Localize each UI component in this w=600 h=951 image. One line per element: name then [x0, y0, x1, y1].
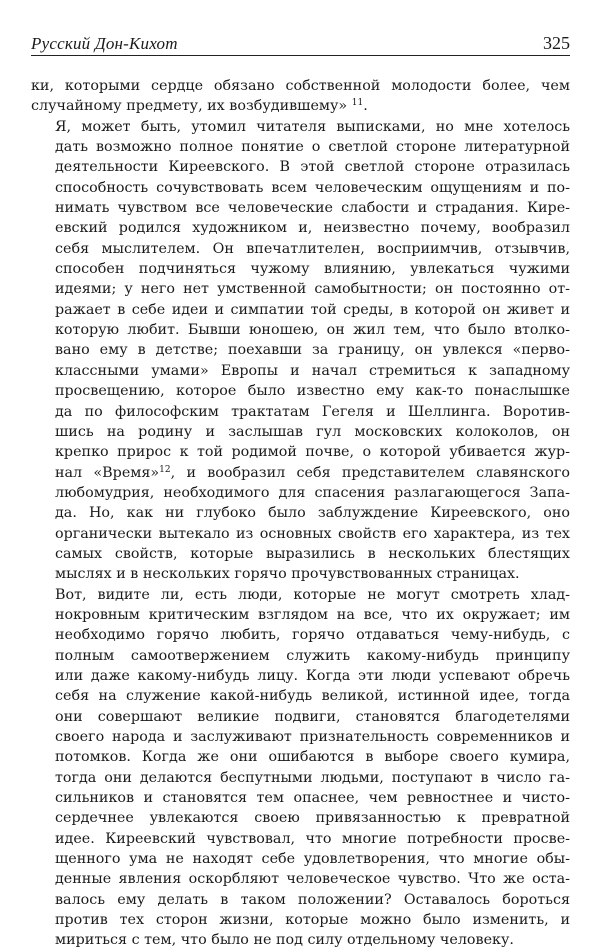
text-line: способность сочувствовать всем человеческим ощущениям и по- — [55, 179, 570, 196]
text-line: евский родился художником и, неизвестно почему, вообразил — [55, 220, 570, 237]
text-line: мириться с тем, что было не под силу отдельному человеку. — [55, 932, 514, 949]
text-line: идеями; у него нет умственной самобытности; он постоянно от- — [55, 281, 570, 298]
text-line: самых свойств, которые выразились в нескольких блестящих — [55, 545, 570, 562]
text-line: денные явления оскорбляют человеческое чувство. Что же оста- — [55, 871, 570, 888]
text-line: Я, может быть, утомил читателя выписками, но мне хотелось — [55, 118, 570, 135]
text-line: классными умами» Европы и начал стремиться к западному — [55, 362, 570, 379]
text-line: деятельности Киреевского. В этой светлой стороне отразилась — [55, 159, 570, 176]
text-line: Вот, видите ли, есть люди, которые не могут смотреть хлад- — [55, 586, 570, 603]
text-line: крепко прирос к той родимой почве, о которой убивается жур- — [55, 444, 570, 461]
running-title: Русский Дон-Кихот — [31, 34, 178, 53]
text-line: вано ему в детстве; поехавши за границу, он увлекся «перво- — [55, 342, 570, 359]
text-line: сильников и становятся тем опаснее, чем ревностнее и чисто- — [55, 790, 570, 807]
text-line: случайному предмету, их возбудившему» $^{11}$. — [31, 98, 368, 115]
text-line: потомков. Когда же они ошибаются в выборе своего кумира, — [55, 749, 570, 766]
text-line: мыслях и в нескольких горячо прочувствованных страницах. — [55, 566, 520, 583]
text-line: органически вытекало из основных свойств его характера, из тех — [55, 525, 570, 542]
text-line: нокровным критическим взглядом на все, что их окружает; им — [55, 606, 570, 623]
paragraph — [31, 585, 570, 951]
text-line: нал «Время»$^{12}$, и вообразил себя представителем славянского — [55, 464, 570, 481]
text-line: полным самоотвержением служить какому-нибудь принципу — [55, 647, 570, 664]
text-line: идее. Киреевский чувствовал, что многие потребности просве- — [55, 830, 570, 847]
text-line: или даже какому-нибудь лицу. Когда эти люди успевают обречь — [55, 667, 570, 684]
text-line: своего народа и заслуживают признательность современников и — [55, 729, 570, 745]
text-line: себя на служение какой-нибудь великой, истинной идее, тогда — [55, 688, 570, 705]
text-line: шись на родину и заслышав гул московских колоколов, он — [55, 423, 570, 440]
page-number: 325 — [543, 33, 570, 53]
text-line: щенного ума не находят себе удовлетворения, что многие обы- — [55, 851, 570, 868]
text-line: дать возможно полное понятие о светлой стороне литературной — [55, 139, 570, 156]
text-line: да. Но, как ни глубоко было заблуждение Киреевского, оно — [55, 505, 570, 522]
text-line: которую любит. Бывши юношею, он жил тем, что было втолко- — [55, 322, 570, 339]
text-line: против тех сторон жизни, которые можно было изменить, и — [55, 912, 570, 929]
text-line: просвещению, которое было известно ему как-то понаслышке — [55, 383, 570, 400]
text-line: они совершают великие подвиги, становятся благодетелями — [55, 708, 570, 725]
body-text — [31, 76, 570, 951]
text-line: ражает в себе идеи и симпатии той среды, в которой он живет и — [55, 301, 570, 318]
text-line: любомудрия, необходимого для спасения разлагающегося Запа- — [55, 484, 570, 501]
text-line: нимать чувством все человеческие слабости и страдания. Кире- — [55, 200, 570, 217]
running-head — [31, 31, 570, 56]
text-line: необходимо горячо любить, горячо отдаваться чему-нибудь, с — [55, 627, 570, 644]
paragraph — [31, 117, 570, 585]
text-line: валось ему делать в таком положении? Оставалось бороться — [55, 891, 570, 908]
text-line: себя мыслителем. Он впечатлителен, восприимчив, отзывчив, — [55, 240, 570, 257]
text-line: тогда они делаются беспутными людьми, поступают в число га- — [55, 769, 570, 786]
text-line: да по философским трактатам Гегеля и Шеллинга. Воротив- — [55, 403, 570, 420]
text-line: способен подчиняться чужому влиянию, увлекаться чужими — [55, 261, 570, 278]
text-line: ки, которыми сердце обязано собственной молодости более, чем — [31, 78, 570, 94]
paragraph — [31, 76, 570, 117]
text-line: сердечнее увлекаются своею привязанностью к превратной — [55, 810, 570, 827]
